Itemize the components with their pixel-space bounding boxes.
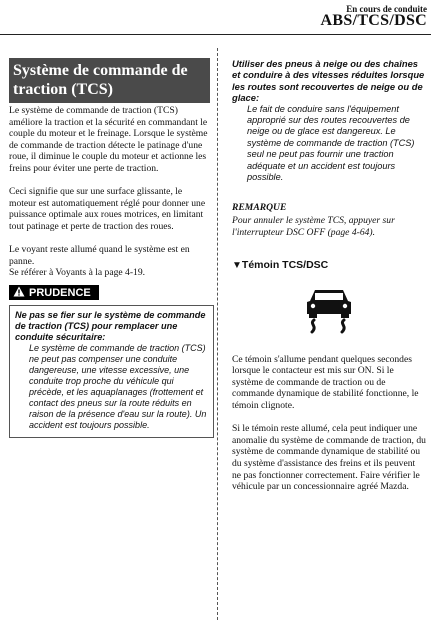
indicator-malfunction-paragraph: Si le témoin reste allumé, cela peut indiquer une anomalie du système de commande de traction, du système de commande dynamique de stabilité ou du système d'assistance des freins et ils peuvent ne pas fonctionner correctement. Faire vérifier le véhicule par un concessionnaire agréé Mazda. [232,423,426,493]
snow-heading: Utiliser des pneus à neige ou des chaînes et conduire à des vitesses réduites lorsque les routes sont recouvertes de neige ou de glace: [232,58,425,104]
indicator-title-text: Témoin TCS/DSC [241,258,329,271]
warning-triangle-icon [13,286,25,297]
caution-label-text: PRUDENCE [29,286,91,299]
caution-heading: Ne pas se fier sur le système de commande de traction (TCS) pour remplacer une conduite sécuritaire: [15,309,206,342]
chapter-header: ABS/TCS/DSC [320,12,427,29]
indicator-paragraph: Le voyant reste allumé quand le système est en panne. [9,243,190,267]
snow-body: Le fait de conduire sans l'équipement approprié sur des routes recouvertes de neige ou de glace est dangereux. Le système de commande de traction (TCS) seul ne peut pas fournir une traction adéquate et un accident est toujours possible. [247,103,415,183]
skidding-car-icon [299,284,359,334]
section-header: En cours de conduite [346,4,427,14]
header-rule [0,34,431,35]
left-column [9,58,210,438]
indicator-title [232,259,426,271]
caution-label [9,285,99,300]
caution-box [9,305,214,439]
remark-body: Pour annuler le système TCS, appuyer sur l'interrupteur DSC OFF (page 4-64). [232,215,395,239]
triangle-bullet-icon: ▼ [232,259,242,271]
right-column [232,58,426,504]
caution-body: Le système de commande de traction (TCS) ne peut pas compenser une conduite dangereuse, une vitesse excessive, une conduite trop proche du véhicule qui précède, et les aquaplanages (frottement et contact des pneus sur la route réduits en raison de la présence d'eau sur la route). Un accident est toujours possible. [29,342,207,431]
slippery-surface-paragraph: Ceci signifie que sur une surface glissante, le moteur est automatiquement réglé pour donner une puissance optimale aux roues motrices, en limitant tout patinage et perte de traction des roues. [9,186,206,232]
reference-paragraph: Se référer à Voyants à la page 4-19. [9,267,146,279]
intro-paragraph: Le système de commande de traction (TCS) améliore la traction et la sécurité en commandant le couple du moteur et le freinage. Lorsque le système de commande de traction détecte le patinage d'une roue, il diminue le couple du moteur et actionne les freins pour éviter une perte de traction. [9,105,208,174]
column-divider [217,48,218,620]
tcs-dsc-indicator-icon [232,284,426,332]
indicator-on-paragraph: Ce témoin s'allume pendant quelques secondes lorsque le contacteur est mis sur ON. Si le système de commande de traction ou de commande dynamique de stabilité fonctionne, le témoin clignote. [232,353,419,412]
remark-title: REMARQUE [232,202,287,214]
section-title: Système de commande de traction (TCS) [9,58,210,103]
